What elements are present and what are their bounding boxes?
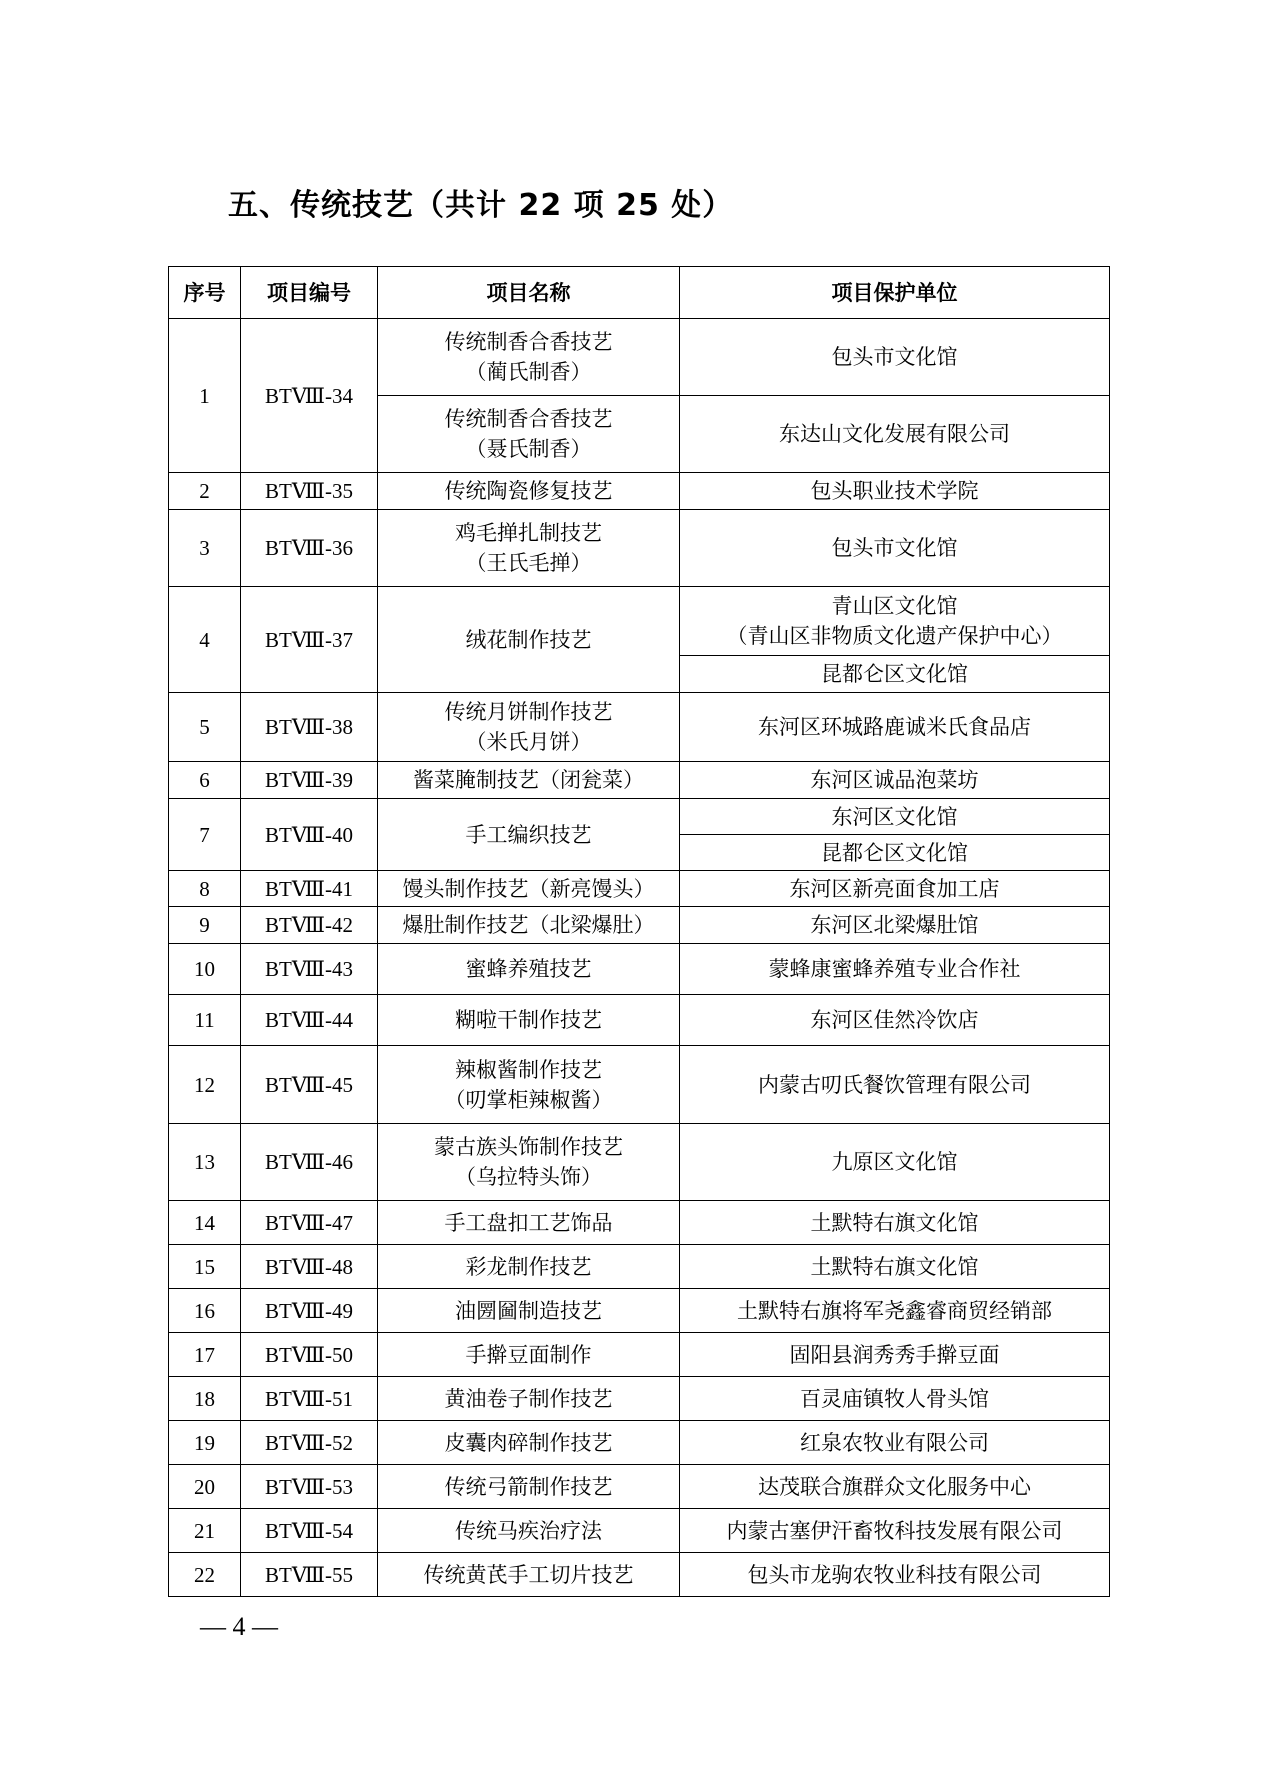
row-no: 13 [169,1124,241,1201]
row-code: BTⅧ-51 [241,1377,378,1421]
table-row [169,1421,1110,1465]
row-name: 油圐圙制造技艺 [378,1289,680,1333]
row-name: 手工盘扣工艺饰品 [378,1201,680,1245]
row-unit: 内蒙古叨氏餐饮管理有限公司 [680,1046,1110,1124]
row-no: 16 [169,1289,241,1333]
row-code: BTⅧ-36 [241,510,378,587]
table-row [169,1289,1110,1333]
row-unit: 东河区诚品泡菜坊 [680,762,1110,799]
header-name: 项目名称 [378,267,680,319]
row-no: 21 [169,1509,241,1553]
table-row [169,1201,1110,1245]
row-code: BTⅧ-53 [241,1465,378,1509]
row-unit: 东河区环城路鹿诚米氏食品店 [680,693,1110,762]
row-name: 黄油卷子制作技艺 [378,1377,680,1421]
table-row [169,871,1110,907]
row-unit: 包头市文化馆 [680,319,1110,396]
row-unit: 百灵庙镇牧人骨头馆 [680,1377,1110,1421]
row-unit: 红泉农牧业有限公司 [680,1421,1110,1465]
header-unit: 项目保护单位 [680,267,1110,319]
row-code: BTⅧ-43 [241,944,378,995]
table-row [169,907,1110,944]
row-unit: 昆都仑区文化馆 [680,656,1110,693]
row-no: 14 [169,1201,241,1245]
row-no: 2 [169,473,241,510]
row-code: BTⅧ-45 [241,1046,378,1124]
table-row [169,1245,1110,1289]
row-unit: 包头市文化馆 [680,510,1110,587]
table-row [169,762,1110,799]
table-row [169,944,1110,995]
row-name: 爆肚制作技艺（北梁爆肚） [378,907,680,944]
row-unit: 达茂联合旗群众文化服务中心 [680,1465,1110,1509]
table-row [169,1333,1110,1377]
table-row [169,799,1110,835]
row-unit: 蒙蜂康蜜蜂养殖专业合作社 [680,944,1110,995]
row-unit: 九原区文化馆 [680,1124,1110,1201]
row-code: BTⅧ-48 [241,1245,378,1289]
row-code: BTⅧ-49 [241,1289,378,1333]
row-unit: 内蒙古塞伊汗畜牧科技发展有限公司 [680,1509,1110,1553]
row-name: 蒙古族头饰制作技艺 （乌拉特头饰） [378,1124,680,1201]
row-name: 皮囊肉碎制作技艺 [378,1421,680,1465]
row-unit: 包头职业技术学院 [680,473,1110,510]
table-row [169,1046,1110,1124]
row-unit: 东河区佳然冷饮店 [680,995,1110,1046]
row-code: BTⅧ-41 [241,871,378,907]
row-unit: 包头市龙驹农牧业科技有限公司 [680,1553,1110,1597]
row-no: 17 [169,1333,241,1377]
row-name: 绒花制作技艺 [378,587,680,693]
row-no: 12 [169,1046,241,1124]
row-no: 1 [169,319,241,473]
row-name: 传统制香合香技艺 （聂氏制香） [378,396,680,473]
row-unit: 东河区新亮面食加工店 [680,871,1110,907]
row-unit: 固阳县润秀秀手擀豆面 [680,1333,1110,1377]
section-heading: 五、传统技艺（共计 22 项 25 处） [228,188,734,223]
row-name: 馒头制作技艺（新亮馒头） [378,871,680,907]
row-no: 8 [169,871,241,907]
row-no: 4 [169,587,241,693]
row-no: 11 [169,995,241,1046]
row-code: BTⅧ-34 [241,319,378,473]
table-row [169,510,1110,587]
row-name: 传统制香合香技艺 （蔺氏制香） [378,319,680,396]
row-code: BTⅧ-40 [241,799,378,871]
row-no: 9 [169,907,241,944]
row-code: BTⅧ-42 [241,907,378,944]
table-row [169,1124,1110,1201]
row-name: 蜜蜂养殖技艺 [378,944,680,995]
row-code: BTⅧ-54 [241,1509,378,1553]
row-name: 酱菜腌制技艺（闭瓮菜） [378,762,680,799]
row-name: 彩龙制作技艺 [378,1245,680,1289]
row-unit: 青山区文化馆 （青山区非物质文化遗产保护中心） [680,587,1110,656]
row-name: 糊啦干制作技艺 [378,995,680,1046]
header-code: 项目编号 [241,267,378,319]
row-code: BTⅧ-37 [241,587,378,693]
row-unit: 土默特右旗文化馆 [680,1245,1110,1289]
table-row [169,1465,1110,1509]
row-code: BTⅧ-39 [241,762,378,799]
table-row [169,1509,1110,1553]
row-name: 辣椒酱制作技艺 （叨掌柜辣椒酱） [378,1046,680,1124]
row-no: 20 [169,1465,241,1509]
row-no: 19 [169,1421,241,1465]
row-code: BTⅧ-47 [241,1201,378,1245]
table-header-row [169,267,1110,319]
row-name: 传统陶瓷修复技艺 [378,473,680,510]
heritage-table [168,266,1110,1597]
row-no: 5 [169,693,241,762]
row-no: 7 [169,799,241,871]
table-row [169,587,1110,656]
row-code: BTⅧ-44 [241,995,378,1046]
row-unit: 东达山文化发展有限公司 [680,396,1110,473]
row-unit: 东河区文化馆 [680,799,1110,835]
row-name: 鸡毛掸扎制技艺 （王氏毛掸） [378,510,680,587]
row-name: 手擀豆面制作 [378,1333,680,1377]
row-code: BTⅧ-55 [241,1553,378,1597]
row-name: 传统月饼制作技艺 （米氏月饼） [378,693,680,762]
table-row [169,1553,1110,1597]
row-no: 18 [169,1377,241,1421]
table-row [169,693,1110,762]
row-no: 10 [169,944,241,995]
row-no: 15 [169,1245,241,1289]
row-unit: 土默特右旗将军尧鑫睿商贸经销部 [680,1289,1110,1333]
row-name: 手工编织技艺 [378,799,680,871]
table-row [169,995,1110,1046]
table-row [169,473,1110,510]
row-no: 3 [169,510,241,587]
row-unit: 土默特右旗文化馆 [680,1201,1110,1245]
row-name: 传统弓箭制作技艺 [378,1465,680,1509]
row-code: BTⅧ-50 [241,1333,378,1377]
header-no: 序号 [169,267,241,319]
row-unit: 东河区北梁爆肚馆 [680,907,1110,944]
row-no: 6 [169,762,241,799]
row-no: 22 [169,1553,241,1597]
page-number: — 4 — [200,1612,278,1641]
table-row [169,319,1110,396]
row-unit: 昆都仑区文化馆 [680,835,1110,871]
row-name: 传统马疾治疗法 [378,1509,680,1553]
row-code: BTⅧ-46 [241,1124,378,1201]
table-row [169,1377,1110,1421]
row-code: BTⅧ-52 [241,1421,378,1465]
row-code: BTⅧ-35 [241,473,378,510]
row-name: 传统黄芪手工切片技艺 [378,1553,680,1597]
row-code: BTⅧ-38 [241,693,378,762]
